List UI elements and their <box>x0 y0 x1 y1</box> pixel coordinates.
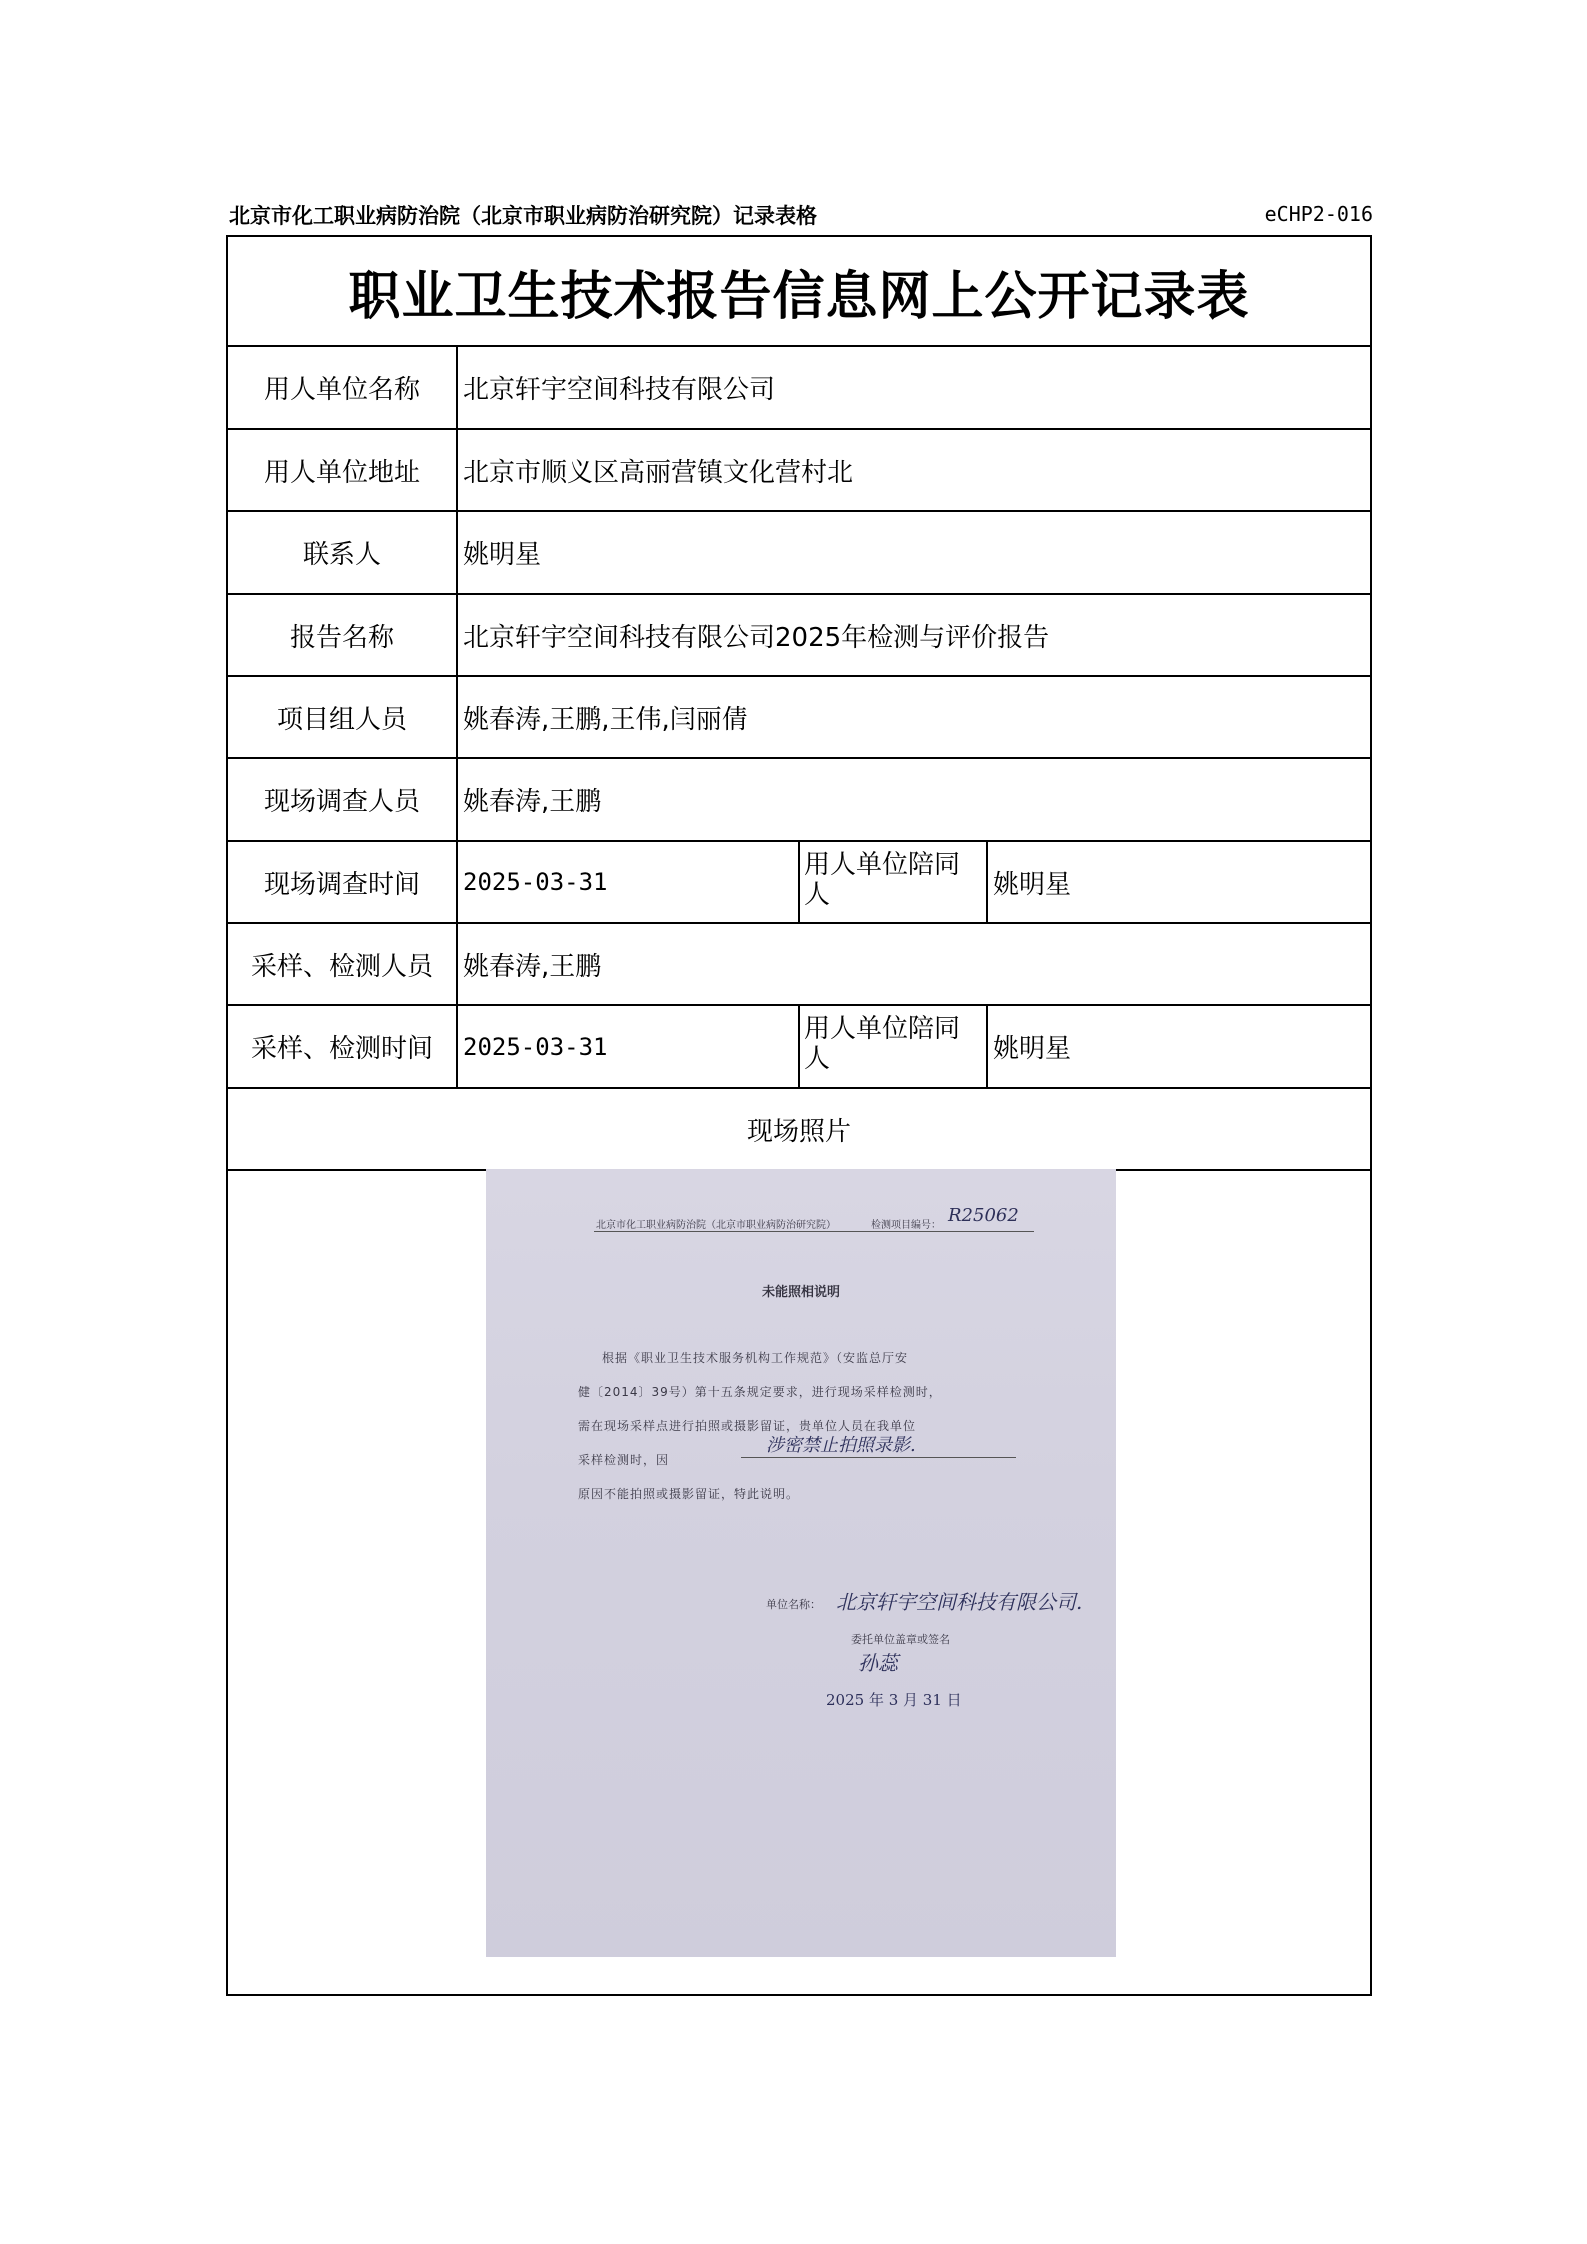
photo-doc-body <box>578 1341 1018 1511</box>
row-employer-address <box>228 428 1370 510</box>
page-header <box>229 200 1373 230</box>
project-members-label: 项目组人员 <box>276 704 407 735</box>
contact-value: 姚明星 <box>463 540 542 570</box>
photo-handwritten-reason: 涉密禁止拍照录影. <box>766 1435 916 1456</box>
row-report-name <box>228 593 1370 675</box>
organization-title: 北京市化工职业病防治院（北京市职业病防治研究院）记录表格 <box>229 203 817 228</box>
photo-body-line: 采样检测时，因 <box>578 1453 670 1467</box>
row-contact <box>228 510 1370 593</box>
record-form <box>226 235 1372 1996</box>
photo-date: 2025 年 3 月 31 日 <box>826 1691 962 1709</box>
sampling-companion-label: 用人单位陪同人 <box>804 1014 961 1074</box>
sampling-staff-label: 采样、检测人员 <box>250 951 433 982</box>
photo-reason-underline <box>741 1457 1016 1458</box>
survey-companion-label: 用人单位陪同人 <box>804 850 961 910</box>
photo-unit-handwritten: 北京轩宇空间科技有限公司. <box>836 1590 1083 1614</box>
photo-doc-title: 未能照相说明 <box>761 1285 840 1300</box>
photo-body-line: 原因不能拍照或摄影留证，特此说明。 <box>578 1487 800 1501</box>
contact-label: 联系人 <box>302 540 381 570</box>
employer-address-value: 北京市顺义区高丽营镇文化营村北 <box>463 457 854 488</box>
form-code: eCHP2-016 <box>1264 202 1373 226</box>
photo-doc-header: 北京市化工职业病防治院（北京市职业病防治研究院） <box>596 1220 836 1231</box>
photo-sign-label: 委托单位盖章或签名 <box>851 1633 950 1646</box>
employer-name-value: 北京轩宇空间科技有限公司 <box>463 375 776 405</box>
survey-time-value: 2025-03-31 <box>463 868 608 896</box>
photo-body-line: 需在现场采样点进行拍照或摄影留证，贵单位人员在我单位 <box>578 1419 917 1433</box>
sampling-time-label: 采样、检测时间 <box>250 1034 433 1064</box>
employer-name-label: 用人单位名称 <box>263 375 420 405</box>
row-employer-name <box>228 345 1370 428</box>
sampling-companion-value: 姚明星 <box>993 1034 1072 1064</box>
survey-staff-value: 姚春涛,王鹏 <box>463 787 602 817</box>
report-name-label: 报告名称 <box>289 622 394 653</box>
row-project-members <box>228 675 1370 757</box>
photo-project-label: 检测项目编号： <box>871 1220 941 1231</box>
photo-body-line: 根据《职业卫生技术服务机构工作规范》（安监总厅安 <box>602 1351 909 1365</box>
survey-companion-value: 姚明星 <box>993 869 1072 900</box>
survey-staff-label: 现场调查人员 <box>263 787 420 817</box>
sampling-time-value: 2025-03-31 <box>463 1032 608 1061</box>
photo-section-label: 现场照片 <box>746 1116 851 1147</box>
photo-unit-label: 单位名称： <box>766 1598 821 1611</box>
sampling-staff-value: 姚春涛,王鹏 <box>463 951 602 982</box>
row-survey-staff <box>228 757 1370 840</box>
row-sampling-staff <box>228 922 1370 1004</box>
photo-project-number: R25062 <box>948 1205 1019 1226</box>
photo-signature: 孙蕊 <box>858 1651 898 1675</box>
row-photo-label <box>228 1087 1370 1169</box>
form-title: 职业卫生技术报告信息网上公开记录表 <box>348 265 1250 327</box>
row-sampling-time <box>228 1004 1370 1087</box>
photo-header-rule <box>594 1231 1034 1232</box>
site-photo <box>486 1169 1116 1957</box>
report-name-value: 北京轩宇空间科技有限公司2025年检测与评价报告 <box>463 622 1050 653</box>
project-members-value: 姚春涛,王鹏,王伟,闫丽倩 <box>463 704 748 735</box>
photo-body-line: 健〔2014〕39号）第十五条规定要求，进行现场采样检测时， <box>578 1385 942 1399</box>
employer-address-label: 用人单位地址 <box>263 457 420 488</box>
survey-time-label: 现场调查时间 <box>263 869 420 900</box>
row-survey-time <box>228 840 1370 922</box>
